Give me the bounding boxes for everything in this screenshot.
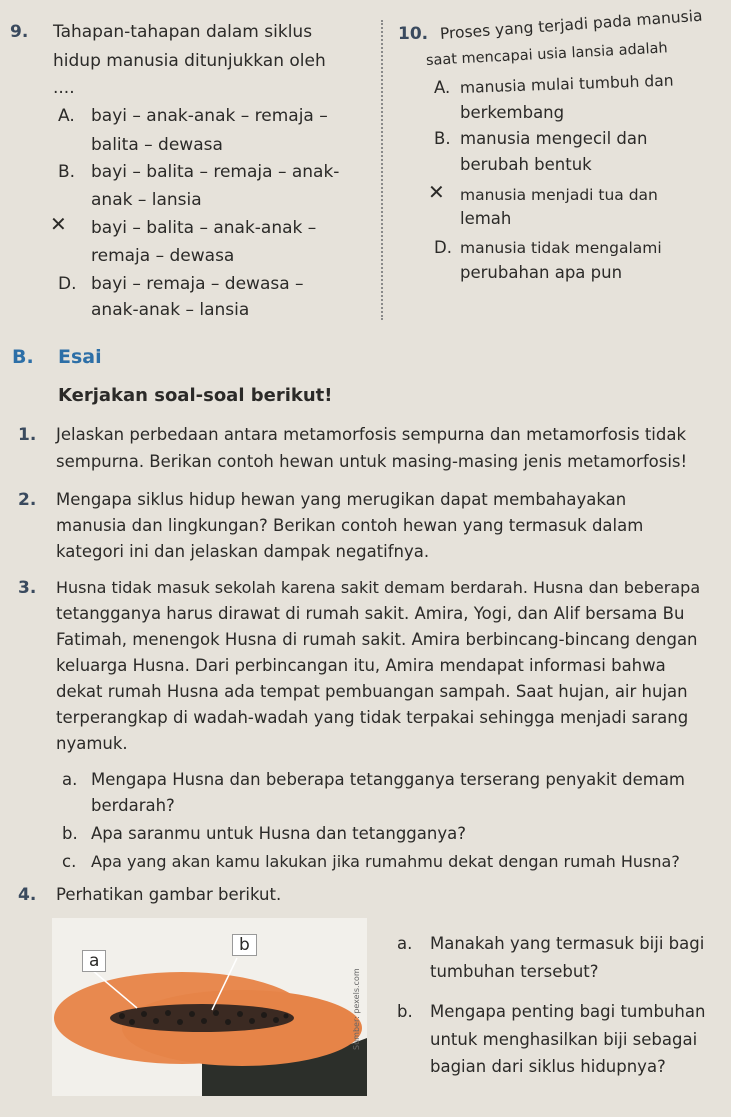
papaya-illustration — [52, 918, 367, 1096]
question-text-line: Perhatikan gambar berikut. — [56, 885, 282, 904]
option-text: berkembang — [460, 103, 565, 122]
answer-cross-mark-icon: ✕ — [50, 212, 67, 236]
option-text: remaja – dewasa — [91, 246, 235, 266]
option-text: perubahan apa pun — [460, 263, 623, 282]
question-text-line: dekat rumah Husna ada tempat pembuangan sampah. Saat hujan, air hujan — [56, 682, 688, 701]
option-letter: A. — [434, 78, 451, 97]
option-letter: D. — [58, 274, 77, 294]
question-text-line: tetangganya harus dirawat di rumah sakit. Amira, Yogi, dan Alif bersama Bu — [56, 604, 685, 623]
figure-credit: Sumber: pexels.com — [352, 968, 361, 1050]
papaya-seeds — [110, 1004, 294, 1032]
sub-question-letter: a. — [62, 770, 78, 789]
section-instruction: Kerjakan soal-soal berikut! — [58, 385, 333, 406]
sub-question-text: Manakah yang termasuk biji bagi — [430, 934, 705, 953]
answer-cross-mark-icon: ✕ — [428, 180, 445, 204]
option-text: manusia menjadi tua dan — [460, 186, 658, 204]
sub-question-letter: c. — [62, 852, 77, 871]
question-number: 9. — [10, 22, 29, 42]
figure-label-a: a — [82, 950, 106, 972]
sub-question-text: untuk menghasilkan biji sebagai — [430, 1030, 698, 1049]
option-text: manusia tidak mengalami — [460, 239, 662, 257]
option-letter: B. — [434, 129, 451, 148]
option-text: balita – dewasa — [91, 135, 223, 155]
question-number: 10. — [398, 24, 429, 44]
option-text: anak – lansia — [91, 190, 202, 210]
question-stem-line: .... — [53, 78, 75, 98]
question-text-line: Husna tidak masuk sekolah karena sakit demam berdarah. Husna dan beberapa — [56, 578, 701, 597]
question-text-line: keluarga Husna. Dari perbincangan itu, Amira mendapat informasi bahwa — [56, 656, 666, 675]
question-stem-line: hidup manusia ditunjukkan oleh — [53, 51, 326, 71]
question-stem-line: Tahapan-tahapan dalam siklus — [53, 22, 313, 42]
question-stem-line: saat mencapai usia lansia adalah — [425, 40, 669, 69]
question-text-line: Fatimah, menengok Husna di rumah sakit. Amira berbincang-bincang dengan — [56, 630, 698, 649]
sub-question-text: Apa yang akan kamu lakukan jika rumahmu dekat dengan rumah Husna? — [91, 852, 680, 871]
option-text: manusia mengecil dan — [460, 129, 648, 148]
figure-label-b: b — [232, 934, 257, 956]
question-text-line: Jelaskan perbedaan antara metamorfosis sempurna dan metamorfosis tidak — [56, 425, 687, 444]
sub-question-letter: b. — [397, 1002, 413, 1021]
option-text: anak-anak – lansia — [91, 300, 250, 320]
option-text: manusia mulai tumbuh dan — [459, 71, 674, 97]
question-number: 3. — [18, 578, 37, 598]
question-text-line: kategori ini dan jelaskan dampak negatifnya. — [56, 542, 430, 561]
option-letter: B. — [58, 162, 76, 182]
option-text: bayi – anak-anak – remaja – — [91, 106, 328, 126]
option-letter: D. — [434, 238, 452, 257]
sub-question-text: tumbuhan tersebut? — [430, 962, 599, 981]
question-text-line: sempurna. Berikan contoh hewan untuk masing-masing jenis metamorfosis! — [56, 452, 688, 471]
question-number: 1. — [18, 425, 37, 445]
option-text: bayi – balita – anak-anak – — [91, 218, 317, 238]
question-text-line: nyamuk. — [56, 734, 128, 753]
sub-question-text: berdarah? — [91, 796, 175, 815]
section-title: Esai — [58, 346, 102, 368]
question-text-line: terperangkap di wadah-wadah yang tidak terpakai sehingga menjadi sarang — [56, 708, 689, 727]
option-text: bayi – remaja – dewasa – — [91, 274, 304, 294]
option-text: berubah bentuk — [460, 155, 592, 174]
question-text-line: Mengapa siklus hidup hewan yang merugikan dapat membahayakan — [56, 490, 627, 509]
papaya-figure — [52, 918, 367, 1096]
sub-question-text: Mengapa penting bagi tumbuhan — [430, 1002, 706, 1021]
option-letter: A. — [58, 106, 75, 126]
option-text: lemah — [460, 209, 512, 228]
question-stem-line: Proses yang terjadi pada manusia — [439, 6, 704, 43]
sub-question-text: Apa saranmu untuk Husna dan tetangganya? — [91, 824, 466, 843]
question-number: 2. — [18, 490, 37, 510]
question-number: 4. — [18, 885, 37, 905]
sub-question-letter: a. — [397, 934, 413, 953]
section-letter: B. — [12, 346, 34, 368]
question-text-line: manusia dan lingkungan? Berikan contoh hewan yang termasuk dalam — [56, 516, 644, 535]
option-text: bayi – balita – remaja – anak- — [91, 162, 340, 182]
sub-question-letter: b. — [62, 824, 78, 843]
sub-question-text: Mengapa Husna dan beberapa tetangganya terserang penyakit demam — [91, 770, 686, 789]
column-divider — [381, 20, 383, 320]
sub-question-text: bagian dari siklus hidupnya? — [430, 1057, 666, 1076]
